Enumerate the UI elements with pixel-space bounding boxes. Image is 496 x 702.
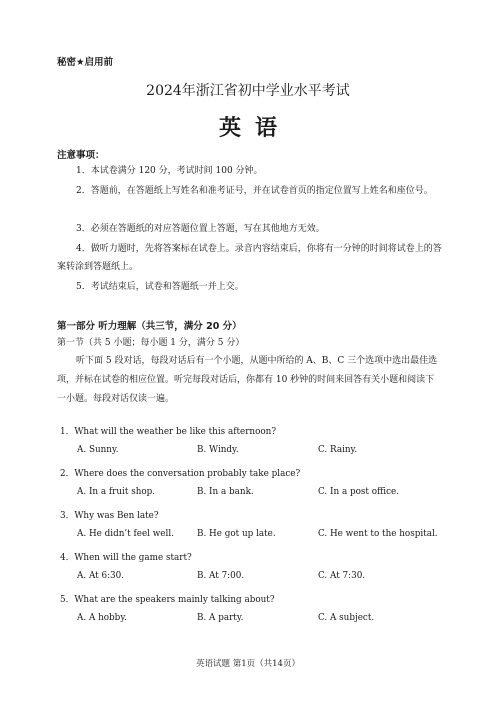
question-4-option-c: C. At 7:30. (318, 571, 366, 581)
question-5-option-a: A. A hobby. (77, 613, 127, 623)
question-2-stem: 2．Where does the conversation probably take place? (60, 469, 301, 479)
confidential-label: 秘密★启用前 (57, 57, 114, 68)
part1-heading: 第一部分 听力理解（共三节，满分 20 分） (57, 321, 242, 332)
question-5-option-c: C. A subject. (318, 613, 375, 623)
question-3-option-c: C. He went to the hospital. (318, 529, 438, 539)
question-1-option-c: C. Rainy. (318, 445, 358, 455)
note-item-2: 2．答题前，在答题纸上写姓名和准考证号，并在试卷首页的指定位置写上姓名和座位号。 (76, 186, 433, 196)
note-item-4: 4．做听力题时，先将答案标在试卷上。录音内容结束后，你将有一分钟的时间将试卷上的答案转涂到答题纸上。 (57, 244, 442, 272)
section1-heading: 第一节（共 5 小题；每小题 1 分，满分 5 分） (57, 338, 245, 348)
question-3-option-a: A. He didn’t feel well. (77, 529, 174, 539)
question-3-option-b: B. He got up late. (197, 529, 276, 539)
question-2-option-c: C. In a post office. (318, 487, 400, 497)
question-1-stem: 1．What will the weather be like this afternoon? (60, 427, 277, 437)
exam-title: 2024年浙江省初中学业水平考试 (146, 83, 350, 99)
note-item-1: 1．本试卷满分 120 分，考试时间 100 分钟。 (76, 166, 263, 176)
listening-instructions: 听下面 5 段对话，每段对话后有一个小题，从题中所给的 A、B、C 三个选项中选出最佳选项，并标在试卷的相应位置。听完每段对话后，你都有 10 秒钟的时间来回答有关小题和阅读下一小题。每段对话仅读一遍。 (57, 356, 438, 404)
question-4-option-b: B. At 7:00. (197, 571, 245, 581)
question-3-stem: 3．Why was Ben late? (60, 511, 159, 521)
note-item-5: 5．考试结束后，试卷和答题纸一并上交。 (76, 282, 244, 292)
question-5-option-b: B. A party. (197, 613, 244, 623)
question-4-stem: 4．When will the game start? (60, 553, 192, 563)
page-footer: 英语试题 第1页（共14页） (196, 659, 300, 669)
question-2-option-a: A. In a fruit shop. (77, 487, 156, 497)
question-5-stem: 5．What are the speakers mainly talking about? (60, 595, 275, 605)
note-item-3: 3．必须在答题纸的对应答题位置上答题，写在其他地方无效。 (76, 224, 325, 234)
notes-heading: 注意事项： (57, 150, 105, 161)
question-1-option-a: A. Sunny. (77, 445, 119, 455)
subject-title: 英语 (218, 115, 291, 141)
question-2-option-b: B. In a bank. (197, 487, 254, 497)
question-4-option-a: A. At 6:30. (77, 571, 125, 581)
question-1-option-b: B. Windy. (197, 445, 239, 455)
